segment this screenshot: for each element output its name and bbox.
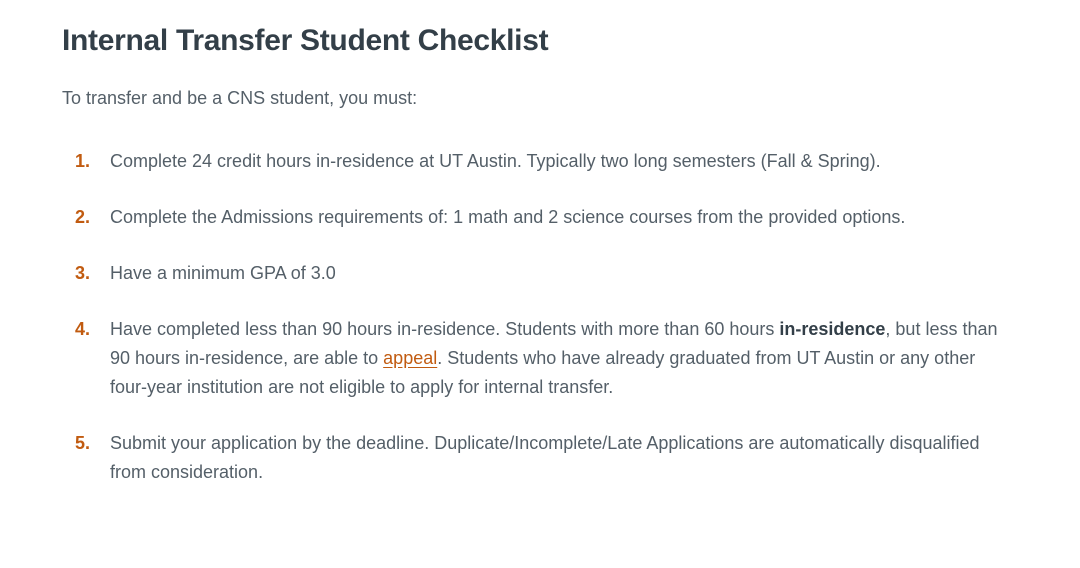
list-item-text xyxy=(110,147,881,176)
list-number: 5. xyxy=(75,432,91,453)
appeal-link[interactable]: appeal xyxy=(383,347,438,368)
list-item-text xyxy=(110,259,336,288)
checklist-item xyxy=(62,429,1010,487)
text-segment: Have a minimum GPA of 3.0 xyxy=(110,262,336,283)
checklist xyxy=(62,147,1010,487)
page-title: Internal Transfer Student Checklist xyxy=(62,24,549,57)
list-number: 3. xyxy=(75,262,91,283)
list-item-text xyxy=(110,315,1010,402)
checklist-item xyxy=(62,259,1010,288)
checklist-item xyxy=(62,315,1010,402)
text-segment: . Students who have already graduated from UT Austin or any other four-year institution are not eligible to apply for internal transfer. xyxy=(110,347,976,397)
checklist-item xyxy=(62,147,1010,176)
checklist-item xyxy=(62,203,1010,232)
list-number: 4. xyxy=(75,318,91,339)
list-number: 1. xyxy=(75,150,91,171)
list-item-text xyxy=(110,203,905,232)
text-segment: Submit your application by the deadline. Duplicate/Incomplete/Late Applications are automatically disqualified from consideration. xyxy=(110,432,980,482)
text-segment: Have completed less than 90 hours in-residence. Students with more than 60 hours xyxy=(110,318,780,339)
text-segment: Complete 24 credit hours in-residence at UT Austin. Typically two long semesters (Fall & Spring). xyxy=(110,150,881,171)
list-number: 2. xyxy=(75,206,91,227)
list-item-text xyxy=(110,429,1010,487)
bold-text: in-residence xyxy=(779,318,886,339)
text-segment: , but less than 90 hours in-residence, are able to xyxy=(110,318,998,368)
intro-text: To transfer and be a CNS student, you must: xyxy=(62,87,418,108)
text-segment: Complete the Admissions requirements of: 1 math and 2 science courses from the provided options. xyxy=(110,206,906,227)
